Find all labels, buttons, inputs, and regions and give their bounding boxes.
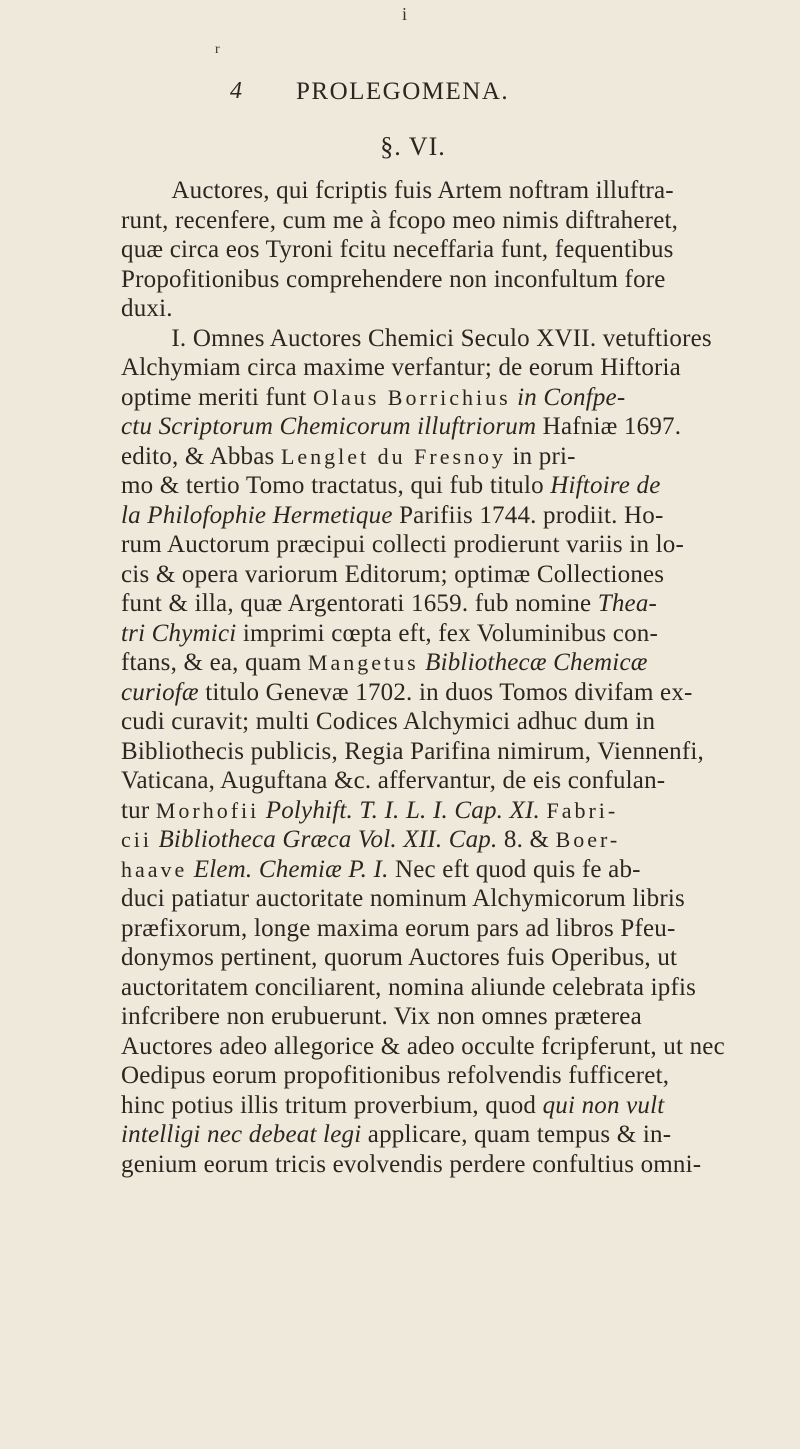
text-segment: Bibliotheca Græca Vol. XII. Cap. (158, 826, 498, 853)
text-line (121, 353, 800, 383)
text-segment: Polyhift. T. I. L. I. Cap. XI. (265, 796, 541, 824)
text-segment: Morhofii (155, 797, 260, 823)
text-line (121, 825, 800, 855)
text-segment: Fabri- (546, 797, 619, 823)
text-segment: Thea- (597, 590, 658, 617)
text-line (121, 884, 800, 914)
text-segment: I. Omnes Auctores Chemici Seculo XVII. vetuftiores (121, 324, 712, 352)
text-segment: Bibliothecis publicis, Regia Parifina nimirum, Viennenfi, (121, 737, 704, 765)
text-segment: curiofæ (121, 678, 199, 706)
text-segment: Hiftoire de (550, 472, 661, 499)
page-mark-top: i (402, 4, 408, 24)
text-line (121, 619, 800, 649)
text-segment: edito, & Abbas (121, 442, 281, 470)
text-segment: tur (121, 796, 156, 824)
text-segment: auctoritatem conciliarent, nomina aliunde celebrata ipfis (121, 973, 697, 1001)
text-segment: funt & illa, quæ Argentorati 1659. fub nomine (121, 590, 598, 617)
text-segment: Vaticana, Auguftana &c. affervantur, de eis confulan- (121, 767, 666, 794)
text-segment: Auctores adeo allegorice & adeo occulte fcripferunt, ut nec (121, 1032, 725, 1060)
text-line (121, 707, 800, 737)
text-segment: cudi curavit; multi Codices Alchymici adhuc dum in (121, 708, 656, 735)
text-segment: quæ circa eos Tyroni fcitu neceffaria funt, fequentibus (121, 236, 674, 263)
text-segment: donymos pertinent, quorum Auctores fuis Operibus, ut (121, 944, 678, 971)
text-line (121, 973, 800, 1003)
text-line (121, 648, 800, 678)
text-line (121, 206, 800, 236)
text-segment: haave (121, 856, 188, 882)
text-segment: applicare, quam tempus & in- (361, 1121, 672, 1148)
text-line (121, 530, 800, 560)
text-segment: intelligi nec debeat legi (121, 1121, 362, 1148)
text-line (121, 235, 800, 265)
text-line (121, 737, 800, 767)
text-segment: in pri- (506, 442, 576, 470)
text-segment: ftans, & ea, quam (121, 649, 308, 676)
text-line (121, 589, 800, 619)
text-line (121, 560, 800, 590)
page-number: 4 (230, 78, 242, 104)
text-line (121, 412, 800, 442)
text-line (121, 914, 800, 944)
text-line (121, 796, 800, 826)
page-mark-small: r (215, 42, 220, 57)
text-segment: cis & opera variorum Editorum; optimæ Collectiones (121, 560, 665, 588)
text-segment: Oedipus eorum propofitionibus refolvendis fufficeret, (121, 1062, 670, 1089)
text-line (121, 176, 800, 206)
text-line (121, 501, 800, 531)
section-heading: §. VI. (380, 132, 446, 161)
text-line (121, 471, 800, 501)
text-segment: qui non vult (542, 1091, 665, 1119)
text-segment: tri Chymici (121, 619, 237, 647)
text-segment: la Philofophie Hermetique (121, 501, 393, 529)
text-segment: Elem. Chemiæ P. I. (193, 855, 389, 883)
text-line (121, 1120, 800, 1150)
text-segment: rum Auctorum præcipui collecti prodierunt variis in lo- (121, 531, 684, 558)
text-line (121, 1032, 800, 1062)
text-line (121, 265, 800, 295)
text-segment: Auctores, qui fcriptis fuis Artem noftram illuftra- (121, 177, 674, 204)
text-line (121, 1091, 800, 1121)
text-line (121, 1061, 800, 1091)
text-segment: ctu Scriptorum Chemicorum illuftriorum (121, 413, 537, 440)
text-line (121, 855, 800, 885)
text-segment: optime meriti funt (121, 383, 313, 411)
text-segment: infcribere non erubuerunt. Vix non omnes præterea (121, 1003, 642, 1030)
running-title: PROLEGOMENA. (296, 78, 510, 105)
text-line (121, 678, 800, 708)
text-segment: Hafniæ 1697. (536, 413, 682, 440)
text-line (121, 324, 800, 354)
text-segment: Mangetus (307, 650, 419, 675)
body-text (121, 176, 800, 1179)
text-line (121, 383, 800, 413)
text-segment: titulo Genevæ 1702. in duos Tomos divifam ex- (198, 678, 693, 706)
text-segment: Lenglet du Fresnoy (280, 443, 507, 469)
text-line (121, 442, 800, 472)
text-segment: duxi. (121, 295, 173, 322)
text-segment: hinc potius illis tritum proverbium, quod (121, 1091, 543, 1119)
text-segment: genium eorum tricis evolvendis perdere confultius omni- (121, 1150, 702, 1178)
text-line (121, 766, 800, 796)
text-segment: 8. & (497, 826, 556, 853)
text-line (121, 1002, 800, 1032)
text-segment: imprimi cœpta eft, fex Voluminibus con- (236, 619, 658, 647)
text-line (121, 943, 800, 973)
text-segment: Parifiis 1744. prodiit. Ho- (392, 501, 664, 529)
text-segment: Alchymiam circa maxime verfantur; de eorum Hiftoria (121, 354, 681, 381)
text-line (121, 1150, 800, 1180)
text-segment: præfixorum, longe maxima eorum pars ad libros Pfeu- (121, 914, 676, 942)
text-segment: runt, recenfere, cum me à fcopo meo nimis diftraheret, (121, 206, 679, 234)
text-segment: Boer- (555, 827, 621, 852)
text-line (121, 294, 800, 324)
text-segment: Bibliothecæ Chemicæ (425, 649, 648, 676)
running-head (0, 78, 800, 118)
text-segment: cii (121, 827, 152, 852)
text-segment: mo & tertio Tomo tractatus, qui fub titulo (121, 472, 551, 499)
text-segment: duci patiatur auctoritate nominum Alchymicorum libris (121, 885, 685, 912)
text-segment: in Confpe- (517, 383, 626, 411)
text-segment: Olaus Borrichius (312, 384, 511, 410)
text-segment: Nec eft quod quis fe ab- (388, 855, 641, 883)
text-segment: Propofitionibus comprehendere non inconfultum fore (121, 265, 666, 293)
